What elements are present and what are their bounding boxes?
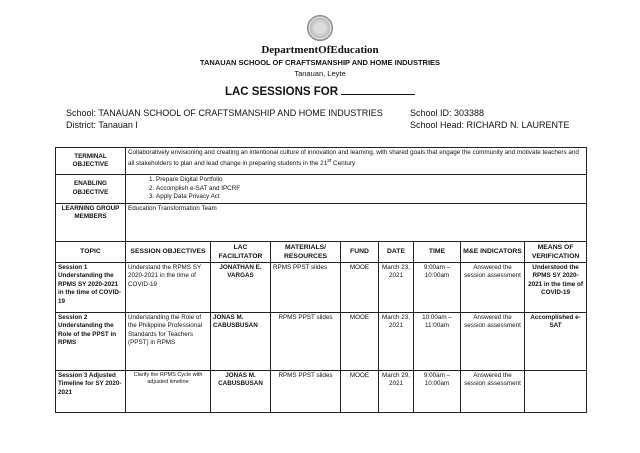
table-row	[56, 312, 587, 370]
school-label: School: TANAUAN SCHOOL OF CRAFTSMANSHIP AND HOME INDUSTRIES	[66, 108, 383, 118]
facilitator-cell: JONAS M. CABUSBUSAN	[211, 370, 271, 412]
objectives-cell: Understand the RPMS SY 2020-2021 in the time of COVID-19	[126, 262, 211, 312]
terminal-label: TERMINAL OBJECTIVE	[56, 148, 126, 175]
school-name: TANAUAN SCHOOL OF CRAFTSMANSHIP AND HOME INDUSTRIES	[199, 58, 441, 67]
facilitator-cell: JONAS M. CABUSBUSAN	[211, 312, 271, 370]
learning-label: LEARNING GROUP MEMBERS	[56, 203, 126, 241]
enabling-label: ENABLING OBJECTIVE	[56, 175, 126, 204]
topic-cell: Session 1 Understanding the RPMS SY 2020-2021 in the time of COVID-19	[56, 262, 126, 312]
col-facilitator: LAC FACILITATOR	[211, 241, 271, 262]
learning-group-row	[56, 203, 587, 241]
enabling-item: 1. Prepare Digital Portfolio	[156, 176, 584, 185]
verification-cell	[525, 370, 587, 412]
date-cell: March 23, 2021	[379, 262, 414, 312]
materials-cell: RPMS PPST slides	[271, 262, 341, 312]
col-objectives: SESSION OBJECTIVES	[126, 241, 211, 262]
page-title	[0, 86, 640, 98]
date-cell: March 29, 2021	[379, 370, 414, 412]
department-name: DepartmentOfEducation	[261, 44, 379, 56]
title-text: LAC SESSIONS FOR	[224, 86, 339, 98]
terminal-objective-row	[56, 148, 587, 175]
objectives-cell: Understanding the Role of the Philippine Professional Standards for Teachers (PPST) in RPMS	[126, 312, 211, 370]
lac-table	[55, 147, 587, 413]
col-date: DATE	[379, 241, 414, 262]
indicators-cell: Answered the session assessment	[461, 262, 525, 312]
enabling-item: 3. Apply Data Privacy Act	[156, 193, 584, 202]
date-cell: March 23, 2021	[379, 312, 414, 370]
indicators-cell: Answered the session assessment	[461, 370, 525, 412]
school-head: School Head: RICHARD N. LAURENTE	[410, 120, 570, 130]
terminal-text: Collaboratively envisioning and creating an intentional culture of innovation and learning, with shared goals that engage the community and motivate teachers and all stakeholders to plan and lead change in preparing students in the 21st Century	[126, 148, 587, 175]
col-indicators: M&E INDICATORS	[461, 241, 525, 262]
col-verification: MEANS OF VERIFICATION	[525, 241, 587, 262]
facilitator-cell: JONATHAN E. VARGAS	[211, 262, 271, 312]
time-cell: 9:00am – 10:00am	[414, 370, 461, 412]
time-cell: 10:00am – 11:00am	[414, 312, 461, 370]
school-id: School ID: 303388	[410, 108, 485, 118]
indicators-cell: Answered the session assessment	[461, 312, 525, 370]
col-materials: MATERIALS/ RESOURCES	[271, 241, 341, 262]
verification-cell: Accomplished e-SAT	[525, 312, 587, 370]
topic-cell: Session 3 Adjusted Timeline for SY 2020-2021	[56, 370, 126, 412]
enabling-objective-row	[56, 175, 587, 204]
column-header-row	[56, 241, 587, 262]
table-row	[56, 262, 587, 312]
objectives-cell: Clarify the RPMS Cycle with adjusted timeline	[126, 370, 211, 412]
deped-seal-logo	[307, 15, 333, 41]
district-label: District: Tanauan I	[66, 120, 138, 130]
enabling-list	[126, 175, 587, 204]
col-time: TIME	[414, 241, 461, 262]
materials-cell: RPMS PPST slides	[271, 312, 341, 370]
title-blank	[341, 94, 415, 95]
time-cell: 9:00am – 10:00am	[414, 262, 461, 312]
col-topic: TOPIC	[56, 241, 126, 262]
col-fund: FUND	[341, 241, 379, 262]
school-location: Tanauan, Leyte	[294, 69, 346, 78]
fund-cell: MOOE	[341, 370, 379, 412]
enabling-item: 2. Accomplish e-SAT and IPCRF	[156, 185, 584, 194]
topic-cell: Session 2 Understanding the Role of the PPST in RPMS	[56, 312, 126, 370]
learning-text: Education Transformation Team	[126, 203, 587, 241]
table-row	[56, 370, 587, 412]
fund-cell: MOOE	[341, 312, 379, 370]
verification-cell: Understood the RPMS SY 2020-2021 in the time of COVID-19	[525, 262, 587, 312]
materials-cell: RPMS PPST slides	[271, 370, 341, 412]
fund-cell: MOOE	[341, 262, 379, 312]
